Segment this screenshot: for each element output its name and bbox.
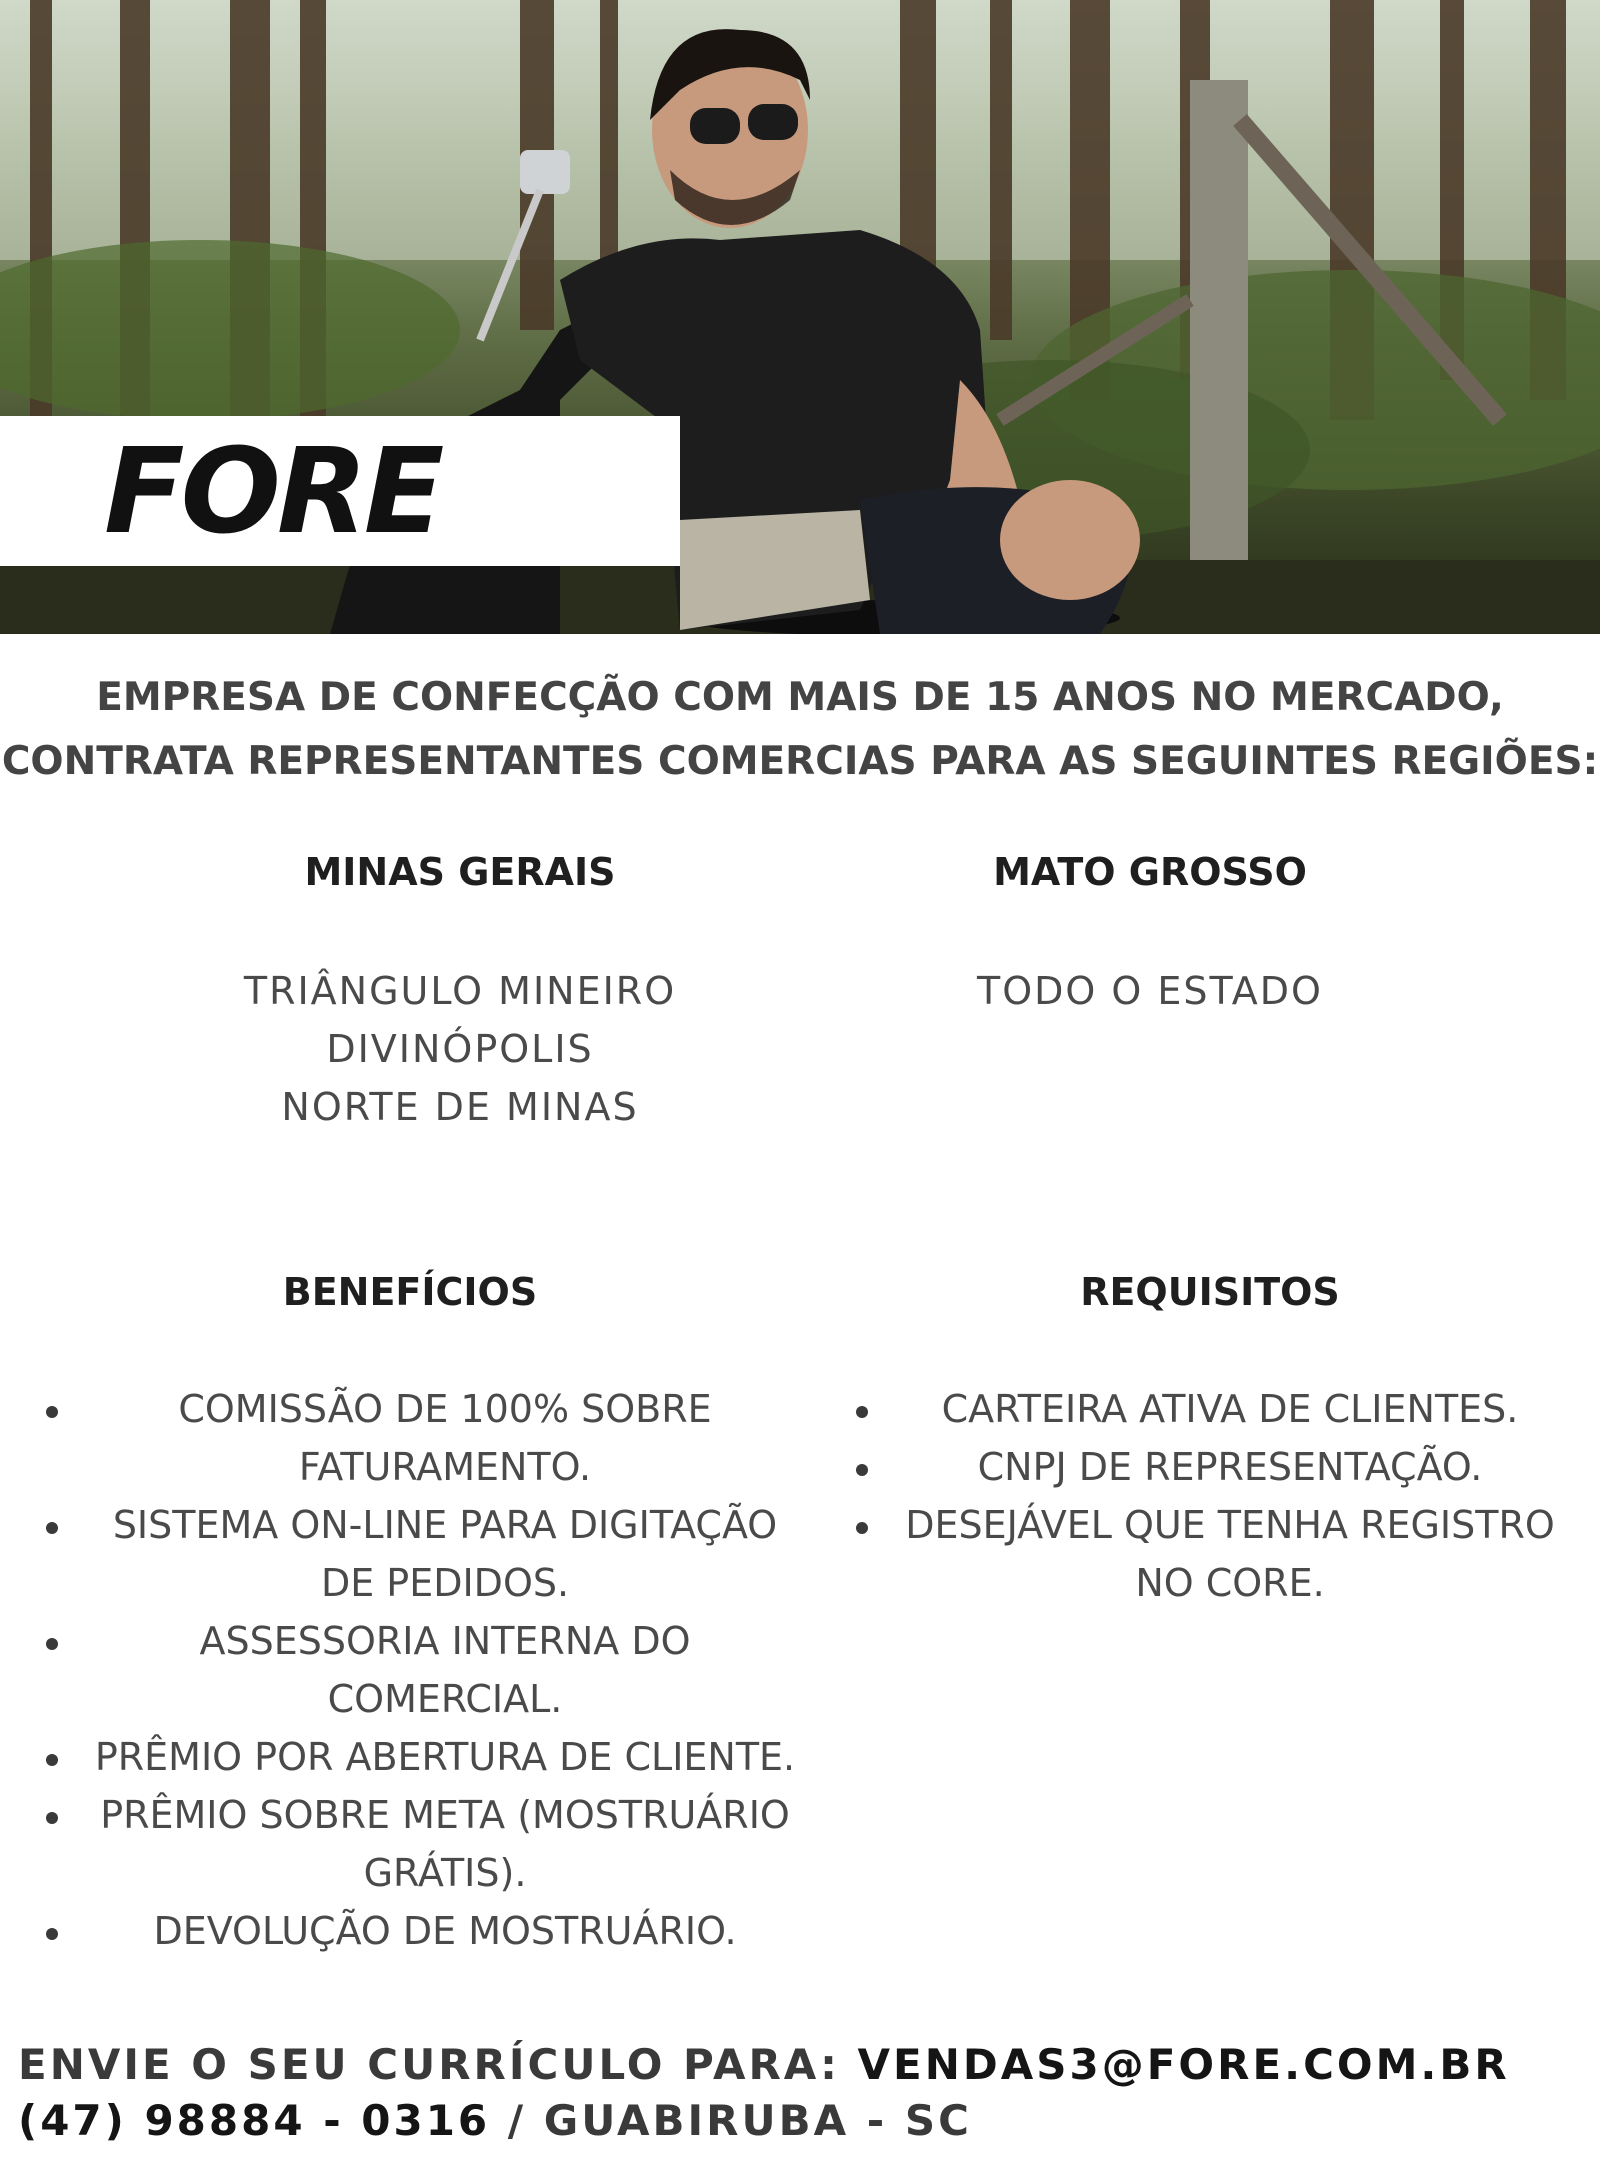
list-item: CARTEIRA ATIVA DE CLIENTES.	[850, 1380, 1560, 1438]
hero-photo	[0, 0, 1600, 634]
contact-prompt: ENVIE O SEU CURRÍCULO PARA:	[18, 2040, 858, 2089]
benefits-list	[40, 1380, 800, 1960]
headline-line-1: EMPRESA DE CONFECÇÃO COM MAIS DE 15 ANOS NO MERCADO,	[96, 675, 1504, 720]
list-item: SISTEMA ON-LINE PARA DIGITAÇÃO DE PEDIDOS.	[40, 1496, 800, 1612]
region-area: NORTE DE MINAS	[281, 1085, 639, 1129]
contact-email-line	[18, 2040, 1510, 2089]
contact-location: GUABIRUBA - SC	[543, 2096, 972, 2145]
requirements-title: REQUISITOS	[1080, 1270, 1340, 1314]
contact-email-link[interactable]: VENDAS3@FORE.COM.BR	[857, 2040, 1510, 2089]
bullet-icon	[46, 1754, 58, 1766]
brand-logo: FORE	[104, 422, 441, 560]
region-list-mato-grosso	[850, 962, 1450, 1020]
list-item: PRÊMIO SOBRE META (MOSTRUÁRIO GRÁTIS).	[40, 1786, 800, 1902]
list-item: DESEJÁVEL QUE TENHA REGISTRO NO CORE.	[850, 1496, 1560, 1612]
region-area: TRIÂNGULO MINEIRO	[243, 969, 677, 1013]
region-list-minas-gerais	[160, 962, 760, 1136]
bullet-icon	[856, 1464, 868, 1476]
bullet-icon	[856, 1522, 868, 1534]
benefits-title: BENEFÍCIOS	[282, 1270, 538, 1314]
bullet-icon	[856, 1406, 868, 1418]
region-title-mato-grosso: MATO GROSSO	[993, 850, 1307, 894]
region-area: TODO O ESTADO	[977, 969, 1323, 1013]
headline	[0, 666, 1600, 794]
headline-line-2: CONTRATA REPRESENTANTES COMERCIAS PARA AS SEGUINTES REGIÕES:	[1, 739, 1599, 784]
bullet-icon	[46, 1638, 58, 1650]
region-title-minas-gerais: MINAS GERAIS	[304, 850, 616, 894]
list-item: ASSESSORIA INTERNA DO COMERCIAL.	[40, 1612, 800, 1728]
bullet-icon	[46, 1522, 58, 1534]
bullet-icon	[46, 1812, 58, 1824]
bullet-icon	[46, 1406, 58, 1418]
requirements-list	[850, 1380, 1560, 1612]
list-item: PRÊMIO POR ABERTURA DE CLIENTE.	[40, 1728, 800, 1786]
list-item: CNPJ DE REPRESENTAÇÃO.	[850, 1438, 1560, 1496]
list-item: DEVOLUÇÃO DE MOSTRUÁRIO.	[40, 1902, 800, 1960]
contact-separator: /	[490, 2096, 544, 2145]
contact-phone-line	[18, 2096, 972, 2145]
region-area: DIVINÓPOLIS	[326, 1027, 594, 1071]
list-item: COMISSÃO DE 100% SOBRE FATURAMENTO.	[40, 1380, 800, 1496]
brand-logo-panel	[0, 416, 680, 566]
bullet-icon	[46, 1928, 58, 1940]
contact-phone[interactable]: (47) 98884 - 0316	[18, 2096, 491, 2145]
